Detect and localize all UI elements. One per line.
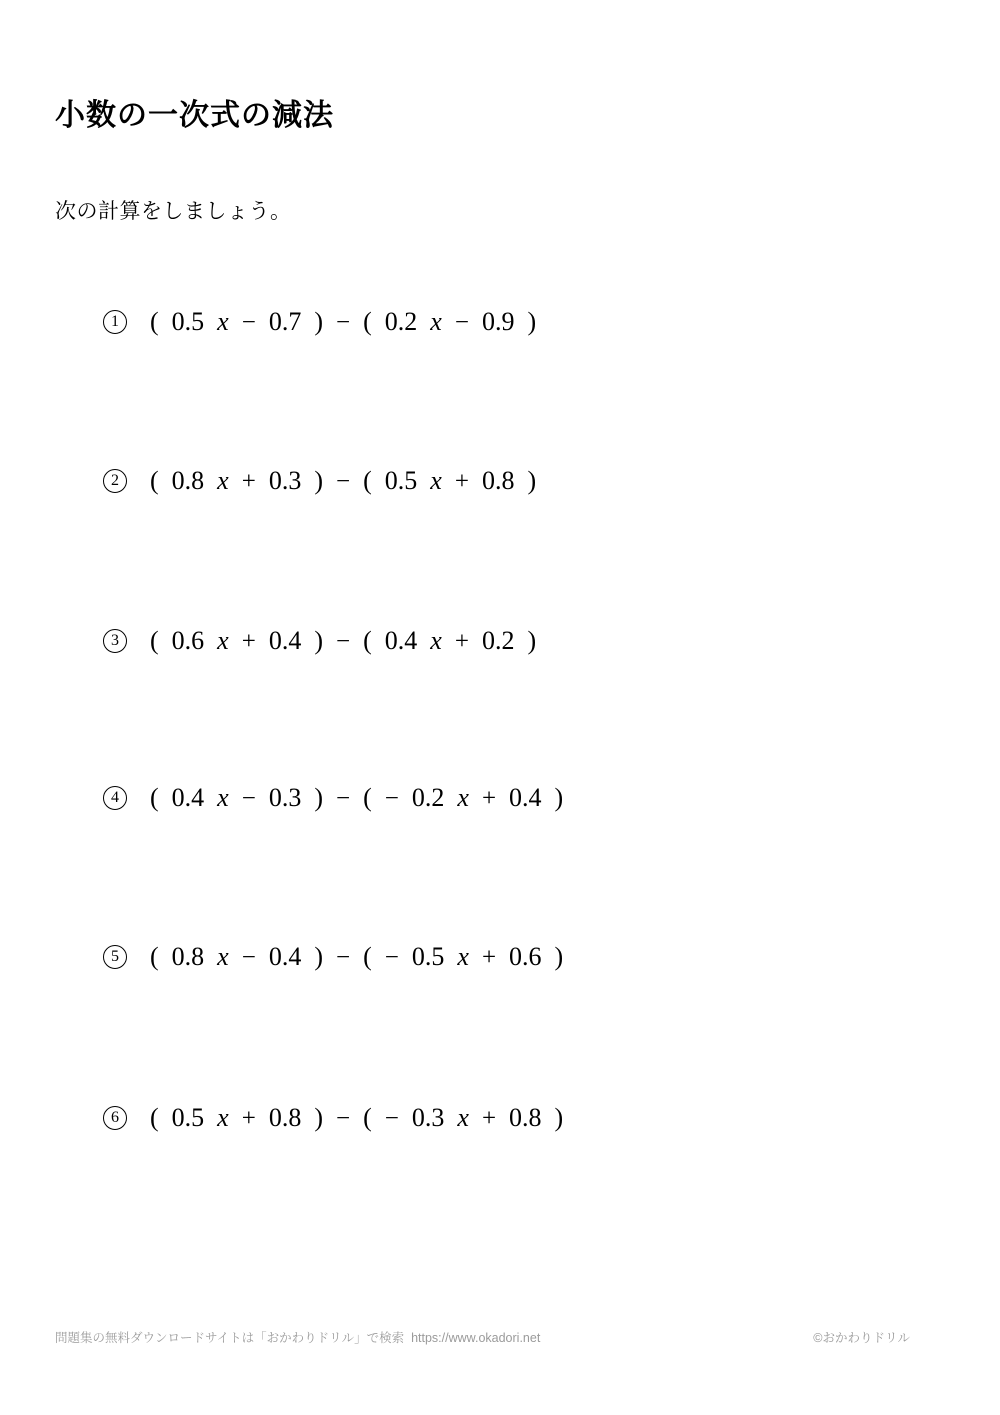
operator: + xyxy=(241,628,256,655)
coefficient: 0.8 xyxy=(481,466,515,495)
coefficient: 0.5 xyxy=(171,1103,205,1132)
operator: − xyxy=(241,785,256,812)
variable-x: x xyxy=(457,783,469,812)
coefficient: 0.5 xyxy=(171,307,205,336)
operator: − xyxy=(336,785,351,812)
variable-x: x xyxy=(430,626,442,655)
problem-number-badge: 2 xyxy=(103,469,127,493)
coefficient: 0.5 xyxy=(384,466,418,495)
operator: − xyxy=(454,309,469,336)
problem-number-badge: 1 xyxy=(103,310,127,334)
parenthesis: ( xyxy=(150,626,159,655)
parenthesis: ) xyxy=(314,307,323,336)
coefficient: 0.3 xyxy=(268,466,302,495)
parenthesis: ( xyxy=(363,1103,372,1132)
footer-copyright: ©おかわりドリル xyxy=(813,1331,910,1345)
problem-row xyxy=(103,625,536,657)
coefficient: 0.5 xyxy=(411,942,445,971)
variable-x: x xyxy=(457,1103,469,1132)
problem-number-badge: 3 xyxy=(103,629,127,653)
parenthesis: ) xyxy=(314,783,323,812)
parenthesis: ) xyxy=(314,1103,323,1132)
coefficient: 0.4 xyxy=(268,942,302,971)
coefficient: 0.8 xyxy=(509,1103,542,1132)
problem-number-badge: 6 xyxy=(103,1106,127,1130)
operator: − xyxy=(384,1105,399,1132)
variable-x: x xyxy=(217,307,229,336)
variable-x: x xyxy=(457,942,469,971)
coefficient: 0.4 xyxy=(509,783,542,812)
variable-x: x xyxy=(217,466,229,495)
parenthesis: ( xyxy=(150,783,159,812)
operator: − xyxy=(336,944,351,971)
problem-row xyxy=(103,306,536,338)
operator: − xyxy=(241,309,256,336)
parenthesis: ) xyxy=(527,626,537,655)
operator: − xyxy=(384,944,399,971)
problem-expression xyxy=(150,309,536,335)
operator: + xyxy=(481,785,497,812)
parenthesis: ) xyxy=(527,307,537,336)
variable-x: x xyxy=(217,1103,229,1132)
operator: − xyxy=(336,468,351,495)
operator: − xyxy=(336,628,351,655)
problem-expression xyxy=(150,785,563,811)
operator: − xyxy=(336,1105,351,1132)
variable-x: x xyxy=(430,466,442,495)
variable-x: x xyxy=(430,307,442,336)
parenthesis: ( xyxy=(363,626,372,655)
variable-x: x xyxy=(217,942,229,971)
operator: + xyxy=(454,628,469,655)
coefficient: 0.6 xyxy=(171,626,205,655)
operator: + xyxy=(241,468,256,495)
operator: − xyxy=(384,785,399,812)
operator: − xyxy=(241,944,256,971)
problem-row xyxy=(103,941,563,973)
operator: + xyxy=(241,1105,256,1132)
problem-number-badge: 5 xyxy=(103,945,127,969)
parenthesis: ( xyxy=(363,307,372,336)
problem-row xyxy=(103,1102,563,1134)
variable-x: x xyxy=(217,783,229,812)
variable-x: x xyxy=(217,626,229,655)
coefficient: 0.8 xyxy=(171,942,205,971)
parenthesis: ( xyxy=(363,783,372,812)
problem-expression xyxy=(150,468,536,494)
parenthesis: ) xyxy=(314,466,323,495)
coefficient: 0.9 xyxy=(481,307,515,336)
operator: + xyxy=(481,944,497,971)
coefficient: 0.8 xyxy=(171,466,205,495)
operator: + xyxy=(454,468,469,495)
coefficient: 0.7 xyxy=(268,307,302,336)
coefficient: 0.2 xyxy=(411,783,445,812)
page-title: 小数の一次式の減法 xyxy=(55,99,334,133)
coefficient: 0.4 xyxy=(268,626,302,655)
problem-expression xyxy=(150,628,536,654)
operator: − xyxy=(336,309,351,336)
coefficient: 0.2 xyxy=(481,626,515,655)
parenthesis: ) xyxy=(554,783,564,812)
parenthesis: ( xyxy=(363,942,372,971)
parenthesis: ) xyxy=(554,942,564,971)
coefficient: 0.4 xyxy=(384,626,418,655)
footer-site-info: 問題集の無料ダウンロードサイトは「おかわりドリル」で検索 https://www.okadori.net xyxy=(55,1331,541,1345)
problem-number-badge: 4 xyxy=(103,786,127,810)
parenthesis: ( xyxy=(150,307,159,336)
coefficient: 0.2 xyxy=(384,307,418,336)
coefficient: 0.4 xyxy=(171,783,205,812)
parenthesis: ) xyxy=(554,1103,564,1132)
coefficient: 0.3 xyxy=(411,1103,445,1132)
parenthesis: ( xyxy=(150,942,159,971)
coefficient: 0.8 xyxy=(268,1103,302,1132)
instruction-text: 次の計算をしましょう。 xyxy=(55,200,292,223)
parenthesis: ) xyxy=(527,466,537,495)
coefficient: 0.6 xyxy=(509,942,542,971)
coefficient: 0.3 xyxy=(268,783,302,812)
parenthesis: ) xyxy=(314,626,323,655)
parenthesis: ) xyxy=(314,942,323,971)
problem-row xyxy=(103,782,563,814)
problem-expression xyxy=(150,944,563,970)
parenthesis: ( xyxy=(363,466,372,495)
problem-expression xyxy=(150,1105,563,1131)
problem-row xyxy=(103,465,536,497)
parenthesis: ( xyxy=(150,466,159,495)
parenthesis: ( xyxy=(150,1103,159,1132)
operator: + xyxy=(481,1105,497,1132)
